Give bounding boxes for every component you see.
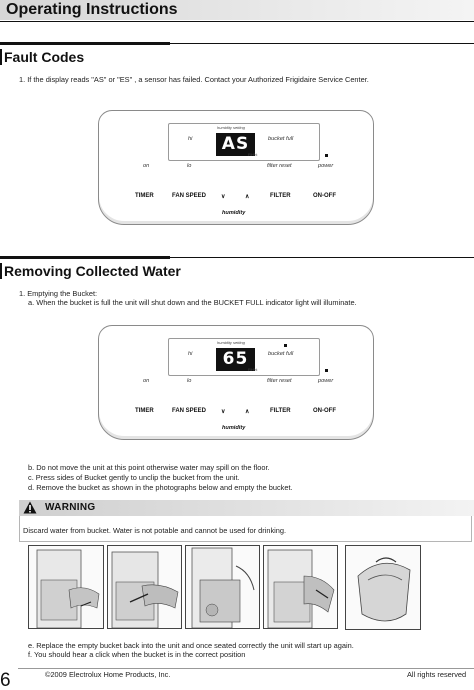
bucket-photo-3	[185, 545, 260, 629]
humidity-label: humidity	[222, 425, 246, 431]
humidity-down-button[interactable]: ∨	[221, 409, 226, 415]
hi-label: hi	[188, 136, 193, 142]
filter-button[interactable]: FILTER	[270, 408, 291, 414]
timer-button[interactable]: TIMER	[135, 193, 154, 199]
removing-water-heading: Removing Collected Water	[0, 263, 181, 279]
removing-item-c: c. Press sides of Bucket gently to unclip the bucket from the unit.	[28, 473, 240, 482]
warning-header	[19, 500, 474, 516]
on-label: on	[143, 163, 150, 169]
rh-label: RH%	[248, 152, 258, 157]
on-label: on	[143, 378, 150, 384]
power-led	[325, 369, 328, 372]
fault-codes-item-1: 1. If the display reads "AS" or "ES" , a sensor has failed. Contact your Authorized Frigidaire Service Center.	[19, 75, 369, 84]
header-rule	[0, 21, 474, 22]
section-rule-thin-2	[170, 257, 474, 258]
humidity-down-button[interactable]: ∨	[221, 194, 226, 200]
lo-label: lo	[187, 163, 192, 169]
display-readout: 65	[216, 348, 255, 371]
humidity-setting-label: humidity setting	[217, 340, 245, 345]
power-label: power	[318, 378, 334, 384]
hi-label: hi	[188, 351, 193, 357]
filter-reset-label: filter reset	[267, 378, 292, 384]
humidity-setting-label: humidity setting	[217, 125, 245, 130]
footer-rights: All rights reserved	[407, 670, 467, 679]
warning-text: Discard water from bucket. Water is not potable and cannot be used for drinking.	[23, 526, 287, 535]
filter-button[interactable]: FILTER	[270, 193, 291, 199]
bucket-full-led	[284, 344, 287, 347]
bucket-photo-1	[28, 545, 104, 629]
bucket-full-label: bucket full	[268, 351, 294, 357]
bucket-photo-4	[263, 545, 338, 629]
section-rule-thick-2	[0, 256, 170, 259]
power-label: power	[318, 163, 334, 169]
bucket-photo-2	[107, 545, 182, 629]
control-panel-fault	[98, 110, 374, 225]
removing-item-f: f. You should hear a click when the bucket is in the correct position	[28, 650, 246, 659]
power-led	[325, 154, 328, 157]
display-frame	[168, 338, 320, 376]
lo-label: lo	[187, 378, 192, 384]
warning-triangle-icon	[23, 501, 37, 514]
fan-speed-button[interactable]: FAN SPEED	[172, 193, 207, 199]
humidity-up-button[interactable]: ∧	[245, 194, 250, 200]
warning-title: WARNING	[45, 502, 96, 513]
rh-label: RH%	[248, 367, 258, 372]
removing-item-a: a. When the bucket is full the unit will shut down and the BUCKET FULL indicator light will illuminate.	[28, 298, 357, 307]
footer-rule	[18, 668, 474, 669]
humidity-up-button[interactable]: ∧	[245, 409, 250, 415]
filter-reset-label: filter reset	[267, 163, 292, 169]
fan-speed-button[interactable]: FAN SPEED	[172, 408, 207, 414]
footer-copyright: ©2009 Electrolux Home Products, Inc.	[45, 670, 171, 679]
removing-item-e: e. Replace the empty bucket back into the unit and once seated correctly the unit will start up again.	[28, 641, 354, 650]
bucket-photo-5	[345, 545, 421, 630]
section-rule-thin	[170, 43, 474, 44]
removing-item-d: d. Remove the bucket as shown in the photographs below and empty the bucket.	[28, 483, 293, 492]
control-panel-bucket-full	[98, 325, 374, 440]
display-frame	[168, 123, 320, 161]
page-number: 6	[0, 670, 11, 690]
warning-box	[19, 516, 472, 542]
bucket-full-label: bucket full	[268, 136, 294, 142]
display-readout: AS	[216, 133, 255, 156]
removing-item-b: b. Do not move the unit at this point otherwise water may spill on the floor.	[28, 463, 270, 472]
timer-button[interactable]: TIMER	[135, 408, 154, 414]
page-title: Operating Instructions	[0, 0, 474, 20]
humidity-label: humidity	[222, 210, 246, 216]
on-off-button[interactable]: ON-OFF	[313, 193, 336, 199]
section-rule-thick	[0, 42, 170, 45]
removing-item-1: 1. Emptying the Bucket:	[19, 289, 98, 298]
on-off-button[interactable]: ON-OFF	[313, 408, 336, 414]
fault-codes-heading: Fault Codes	[0, 49, 84, 65]
